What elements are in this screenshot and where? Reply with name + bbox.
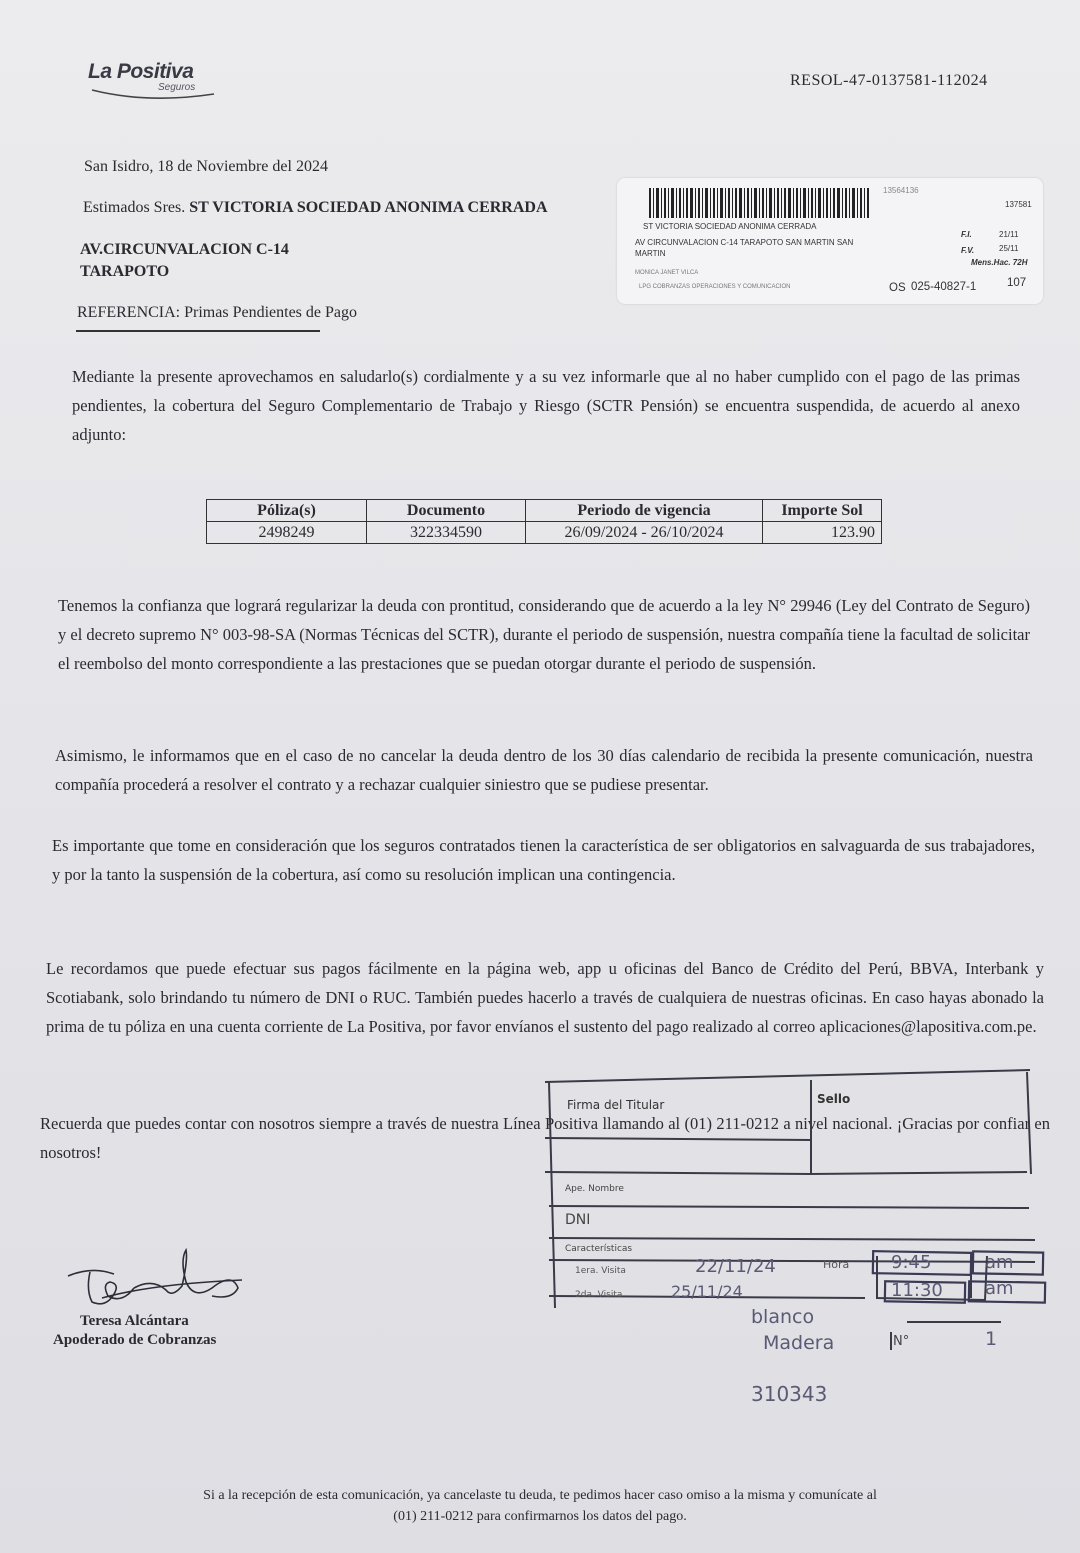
table-header-row bbox=[207, 500, 882, 522]
address-line-2: TARAPOTO bbox=[80, 263, 170, 280]
courier-label bbox=[617, 178, 1043, 304]
recipient-company: ST VICTORIA SOCIEDAD ANONIMA CERRADA bbox=[189, 199, 548, 216]
paragraph-5: Le recordamos que puede efectuar sus pagos fácilmente en la página web, app u oficinas del Banco de Crédito del Perú, BBVA, Interbank y Scotiabank, solo brindando tu número de DNI o RUC. También puedes hacerlo a través de cualquiera de nuestras oficinas. En caso hayas abonado la prima de tu póliza en una cuenta corriente de La Positiva, por favor envíanos el sustento del pago realizado al correo aplicaciones@lapositiva.com.pe. bbox=[46, 959, 1044, 1036]
label-fi-value: 21/11 bbox=[999, 230, 1019, 239]
label-fv-label: F.V. bbox=[961, 246, 975, 255]
stamp-firma-label: Firma del Titular bbox=[567, 1098, 665, 1112]
stamp-n-label: N° bbox=[893, 1334, 910, 1349]
label-os: OS bbox=[889, 282, 906, 294]
greeting-prefix: Estimados Sres. bbox=[83, 199, 186, 216]
label-contact: MONICA JANET VILCA bbox=[635, 270, 699, 276]
stamp-material: Madera bbox=[763, 1332, 835, 1354]
signer-title: Apoderado de Cobranzas bbox=[53, 1332, 217, 1348]
stamp-hora1: 9:45 bbox=[891, 1252, 932, 1273]
stamp-code: 310343 bbox=[751, 1382, 828, 1406]
place-date: San Isidro, 18 de Noviembre del 2024 bbox=[84, 158, 328, 175]
stamp-visita2-label: 2da. Visita bbox=[575, 1290, 623, 1300]
stamp-frame-icon bbox=[535, 1068, 1055, 1418]
paragraph-4: Es importante que tome en consideración que los seguros contratados tienen la característica de ser obligatorios en salvaguarda de sus trabajadores, y por la tanto la suspensión de la cobertura, así como su resolución implican una contingencia. bbox=[52, 836, 1035, 884]
paragraph-3: Asimismo, le informamos que en el caso de no cancelar la deuda dentro de los 30 días calendario de recibida la presente comunicación, nuestra compañía procederá a resolver el contrato y a rechazar cualquier siniestro que se pudiese presentar. bbox=[55, 746, 1033, 794]
cell-poliza: 2498249 bbox=[207, 522, 367, 544]
reference-label: REFERENCIA: bbox=[77, 304, 181, 321]
signature-icon bbox=[62, 1240, 262, 1320]
annex-table bbox=[206, 499, 882, 544]
reference bbox=[77, 304, 357, 322]
label-address-2: MARTIN bbox=[635, 249, 666, 258]
label-company: ST VICTORIA SOCIEDAD ANONIMA CERRADA bbox=[643, 222, 817, 231]
label-address: AV CIRCUNVALACION C-14 TARAPOTO SAN MARTIN SAN bbox=[635, 238, 854, 247]
label-fv-value: 25/11 bbox=[999, 244, 1019, 253]
col-header-poliza: Póliza(s) bbox=[207, 500, 367, 522]
cell-importe: 123.90 bbox=[763, 522, 882, 544]
delivery-stamp bbox=[535, 1068, 1055, 1418]
address-line-1: AV.CIRCUNVALACION C-14 bbox=[80, 241, 289, 258]
footer-line-1: Si a la recepción de esta comunicación, ya cancelaste tu deuda, te pedimos hacer caso omiso a la misma y comunícate al bbox=[203, 1488, 877, 1503]
logo-sub-text: Seguros bbox=[158, 82, 196, 93]
greeting bbox=[83, 199, 548, 217]
resolution-code: RESOL-47-0137581-112024 bbox=[790, 72, 988, 89]
company-logo bbox=[88, 60, 238, 106]
footer-line-2: (01) 211-0212 para confirmarnos los datos del pago. bbox=[393, 1509, 687, 1524]
col-header-periodo: Periodo de vigencia bbox=[526, 500, 763, 522]
signer-name: Teresa Alcántara bbox=[80, 1313, 189, 1329]
stamp-color: blanco bbox=[751, 1306, 815, 1328]
cell-documento: 322334590 bbox=[367, 522, 526, 544]
reference-underline bbox=[76, 330, 320, 332]
col-header-importe: Importe Sol bbox=[763, 500, 882, 522]
label-os-number: 025-40827-1 bbox=[911, 281, 977, 293]
table-row bbox=[207, 522, 882, 544]
cell-periodo: 26/09/2024 - 26/10/2024 bbox=[526, 522, 763, 544]
stamp-visita2-date: 25/11/24 bbox=[671, 1282, 743, 1301]
label-department: LPG COBRANZAS OPERACIONES Y COMUNICACION bbox=[639, 284, 791, 290]
stamp-hora2: 11:30 bbox=[891, 1280, 943, 1301]
label-id: 137581 bbox=[1005, 200, 1032, 209]
stamp-visita1-date: 22/11/24 bbox=[695, 1256, 776, 1277]
stamp-visita1-label: 1era. Visita bbox=[575, 1266, 626, 1276]
label-number-top: 13564136 bbox=[883, 186, 919, 195]
logo-swoosh-icon bbox=[88, 86, 218, 102]
stamp-caracteristicas-label: Características bbox=[565, 1244, 633, 1254]
paragraph-6: Recuerda que puedes contar con nosotros siempre a través de nuestra Línea Positiva llamando al (01) 211-0212 a nivel nacional. ¡Gracias por confiar en nosotros! bbox=[40, 1114, 1050, 1162]
stamp-n-value: 1 bbox=[985, 1328, 998, 1350]
logo-main-text: La Positiva bbox=[88, 60, 194, 83]
label-fi-label: F.I. bbox=[961, 230, 972, 239]
paragraph-1: Mediante la presente aprovechamos en saludarlo(s) cordialmente y a su vez informarle que al no haber cumplido con el pago de las primas pendientes, la cobertura del Seguro Complementario de Trabajo y Riesgo (SCTR Pensión) se encuentra suspendida, de acuerdo al anexo adjunto: bbox=[72, 367, 1020, 444]
barcode-icon bbox=[649, 188, 869, 218]
stamp-sello-label: Sello bbox=[817, 1092, 851, 1106]
stamp-apellido-label: Ape. Nombre bbox=[565, 1184, 624, 1194]
stamp-hora-label: Hora bbox=[823, 1258, 850, 1271]
col-header-documento: Documento bbox=[367, 500, 526, 522]
reference-text: Primas Pendientes de Pago bbox=[184, 304, 357, 321]
paragraph-2: Tenemos la confianza que logrará regularizar la deuda con prontitud, considerando que de acuerdo a la ley N° 29946 (Ley del Contrato de Seguro) y el decreto supremo N° 003-98-SA (Normas Técnicas del SCTR), durante el periodo de suspensión, nuestra compañía tiene la facultad de solicitar el reembolso del monto correspondiente a las prestaciones que se puedan otorgar durante el periodo de suspensión. bbox=[58, 596, 1030, 673]
stamp-dni-label: DNI bbox=[565, 1212, 591, 1228]
stamp-hora1-ampm: am bbox=[985, 1252, 1014, 1273]
stamp-hora2-ampm: am bbox=[985, 1278, 1014, 1299]
label-mens: Mens.Hac. 72H bbox=[971, 258, 1028, 267]
label-os-extra: 107 bbox=[1007, 277, 1027, 289]
